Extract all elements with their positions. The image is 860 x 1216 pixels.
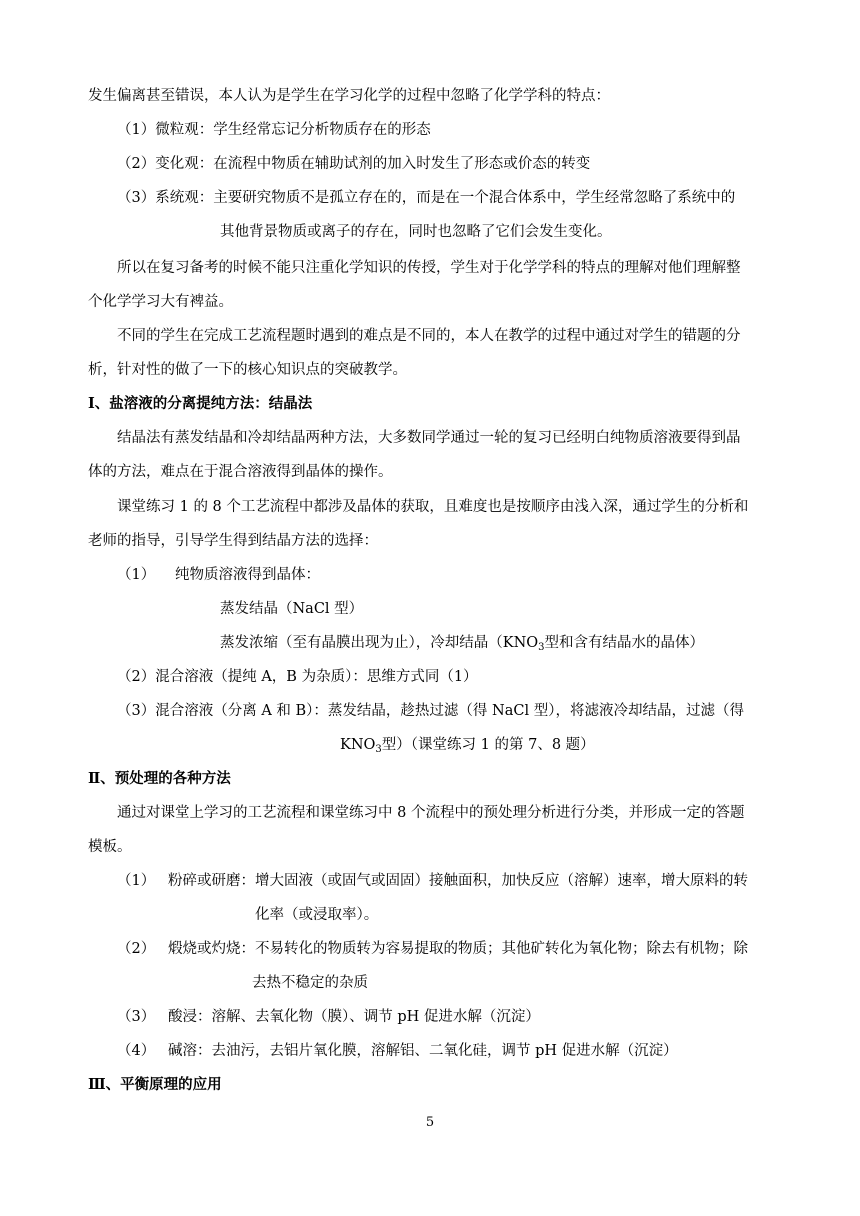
list-subitem xyxy=(220,633,704,655)
list-item-number: （1） xyxy=(117,567,156,583)
list-item-number: （2） xyxy=(117,941,156,957)
text-run: KNO xyxy=(340,737,376,753)
subscript: 3 xyxy=(375,744,382,755)
list-item-continuation: 其他背景物质或离子的存在，同时也忽略了它们会发生变化。 xyxy=(220,224,612,240)
list-subitem: 蒸发结晶（NaCl 型） xyxy=(220,601,364,617)
list-item: （3）系统观：主要研究物质不是孤立存在的，而是在一个混合体系中，学生经常忽略了系统中的 xyxy=(117,190,736,206)
paragraph-line: 个化学学习大有裨益。 xyxy=(88,294,233,310)
list-item: 煅烧或灼烧：不易转化的物质转为容易提取的物质；其他矿转化为氧化物；除去有机物；除 xyxy=(168,941,748,957)
list-item-number: （3） xyxy=(117,1009,156,1025)
section-heading-3: Ⅲ、平衡原理的应用 xyxy=(88,1076,222,1093)
section-heading-2: Ⅱ、预处理的各种方法 xyxy=(88,770,231,787)
list-item-continuation: 化率（或浸取率）。 xyxy=(255,907,379,923)
subscript: 3 xyxy=(538,642,545,653)
list-item: 纯物质溶液得到晶体： xyxy=(175,567,320,583)
text-run: 蒸发浓缩（至有晶膜出现为止），冷却结晶（KNO xyxy=(220,635,539,651)
list-item-continuation: 去热不稳定的杂质 xyxy=(252,975,368,991)
list-item-number: （4） xyxy=(117,1043,156,1059)
list-item-number: （1） xyxy=(117,873,156,889)
list-item: 酸浸：溶解、去氧化物（膜）、调节 pH 促进水解（沉淀） xyxy=(168,1009,540,1025)
list-item: 粉碎或研磨：增大固液（或固气或固固）接触面积，加快反应（溶解）速率，增大原料的转 xyxy=(168,873,748,889)
section-heading-1: Ⅰ、盐溶液的分离提纯方法：结晶法 xyxy=(88,395,313,412)
text-run: 型和含有结晶水的晶体） xyxy=(544,635,705,651)
list-item: （1）微粒观：学生经常忘记分析物质存在的形态 xyxy=(117,122,431,138)
text-run: 型）（课堂练习 1 的第 7、8 题） xyxy=(381,737,595,753)
paragraph-line: 老师的指导，引导学生得到结晶方法的选择： xyxy=(88,533,378,549)
paragraph-line: 体的方法，难点在于混合溶液得到晶体的操作。 xyxy=(88,464,393,480)
list-item-continuation xyxy=(340,735,595,757)
paragraph-line: 课堂练习 1 的 8 个工艺流程中都涉及晶体的获取，且难度也是按顺序由浅入深，通过学生的分析和 xyxy=(117,499,749,515)
list-item: （3）混合溶液（分离 A 和 B）：蒸发结晶，趁热过滤（得 NaCl 型），将滤液冷却结晶，过滤（得 xyxy=(117,703,744,719)
paragraph-line: 不同的学生在完成工艺流程题时遇到的难点是不同的，本人在教学的过程中通过对学生的错题的分 xyxy=(117,328,741,344)
paragraph-line: 通过对课堂上学习的工艺流程和课堂练习中 8 个流程中的预处理分析进行分类，并形成一定的答题 xyxy=(117,805,745,821)
paragraph-line: 发生偏离甚至错误，本人认为是学生在学习化学的过程中忽略了化学学科的特点： xyxy=(88,88,610,104)
paragraph-line: 结晶法有蒸发结晶和冷却结晶两种方法，大多数同学通过一轮的复习已经明白纯物质溶液要得到晶 xyxy=(117,430,741,446)
paragraph-line: 所以在复习备考的时候不能只注重化学知识的传授，学生对于化学学科的特点的理解对他们理解整 xyxy=(117,260,741,276)
list-item: （2）混合溶液（提纯 A，B 为杂质）：思维方式同（1） xyxy=(117,669,478,685)
paragraph-line: 模板。 xyxy=(88,839,132,855)
list-item: （2）变化观：在流程中物质在辅助试剂的加入时发生了形态或价态的转变 xyxy=(117,156,591,172)
list-item: 碱溶：去油污，去铝片氧化膜，溶解铝、二氧化硅，调节 pH 促进水解（沉淀） xyxy=(168,1043,678,1059)
page-number: 5 xyxy=(425,1115,435,1130)
paragraph-line: 析，针对性的做了一下的核心知识点的突破教学。 xyxy=(88,362,407,378)
